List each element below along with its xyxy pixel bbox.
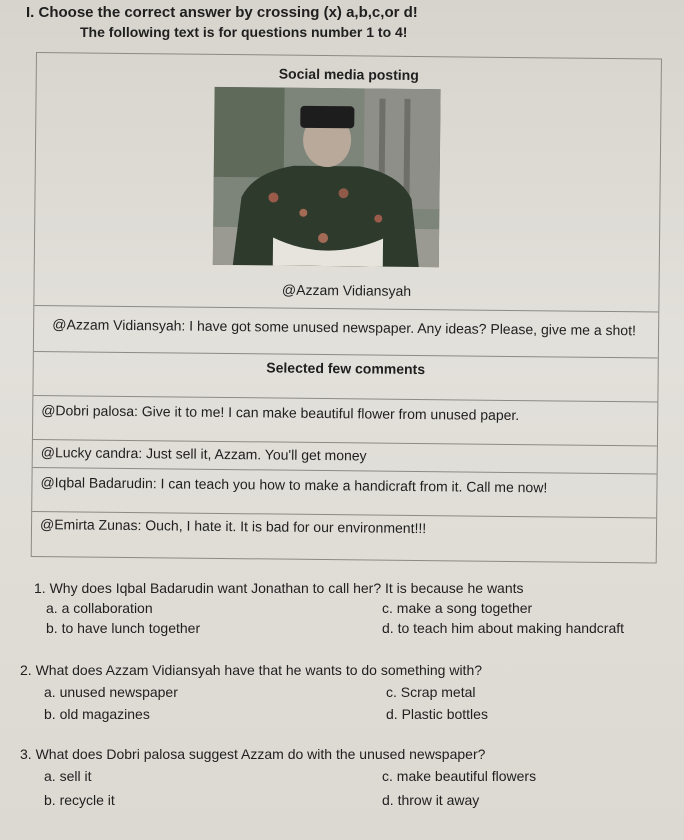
q1-option-c: c. make a song together [382, 600, 533, 616]
divider [34, 305, 658, 313]
social-media-post-box [31, 52, 662, 564]
post-author-handle: @Azzam Vidiansyah [281, 281, 412, 299]
person-photo-icon [213, 87, 441, 267]
q3-option-d: d. throw it away [382, 792, 480, 808]
q3-option-a: a. sell it [44, 768, 92, 784]
comment-lucky: @Lucky candra: Just sell it, Azzam. You'll get money [40, 444, 367, 464]
q2-option-a: a. unused newspaper [44, 684, 178, 700]
q2-option-c: c. Scrap metal [386, 684, 476, 700]
q1-option-a: a. a collaboration [46, 600, 153, 616]
q1-option-d: d. to teach him about making handcraft [382, 620, 625, 636]
q2-option-b: b. old magazines [44, 706, 150, 722]
comment-dobri: @Dobri palosa: Give it to me! I can make beautiful flower from unused paper. [41, 402, 520, 424]
q2-option-d: d. Plastic bottles [386, 706, 488, 722]
instruction: I. Choose the correct answer by crossing (x) a,b,c,or d! [26, 4, 418, 21]
post-box-title: Social media posting [278, 65, 419, 84]
q3-option-b: b. recycle it [44, 792, 115, 808]
q1-option-b: b. to have lunch together [46, 620, 201, 636]
comment-iqbal: @Iqbal Badarudin: I can teach you how to make a handicraft from it. Call me now! [40, 474, 548, 496]
subtitle: The following text is for questions number 1 to 4! [80, 24, 408, 40]
post-text: @Azzam Vidiansyah: I have got some unused newspaper. Any ideas? Please, give me a shot! [52, 316, 637, 339]
q3-option-c: c. make beautiful flowers [382, 768, 537, 784]
photo-illustration [213, 87, 441, 267]
question-3: 3. What does Dobri palosa suggest Azzam do with the unused newspaper? [20, 746, 486, 762]
question-2: 2. What does Azzam Vidiansyah have that he wants to do something with? [20, 662, 483, 678]
comment-emirta: @Emirta Zunas: Ouch, I hate it. It is bad for our environment!!! [39, 516, 427, 537]
question-1: 1. Why does Iqbal Badarudin want Jonathan to call her? It is because he wants [34, 580, 524, 596]
comments-title: Selected few comments [266, 359, 426, 378]
